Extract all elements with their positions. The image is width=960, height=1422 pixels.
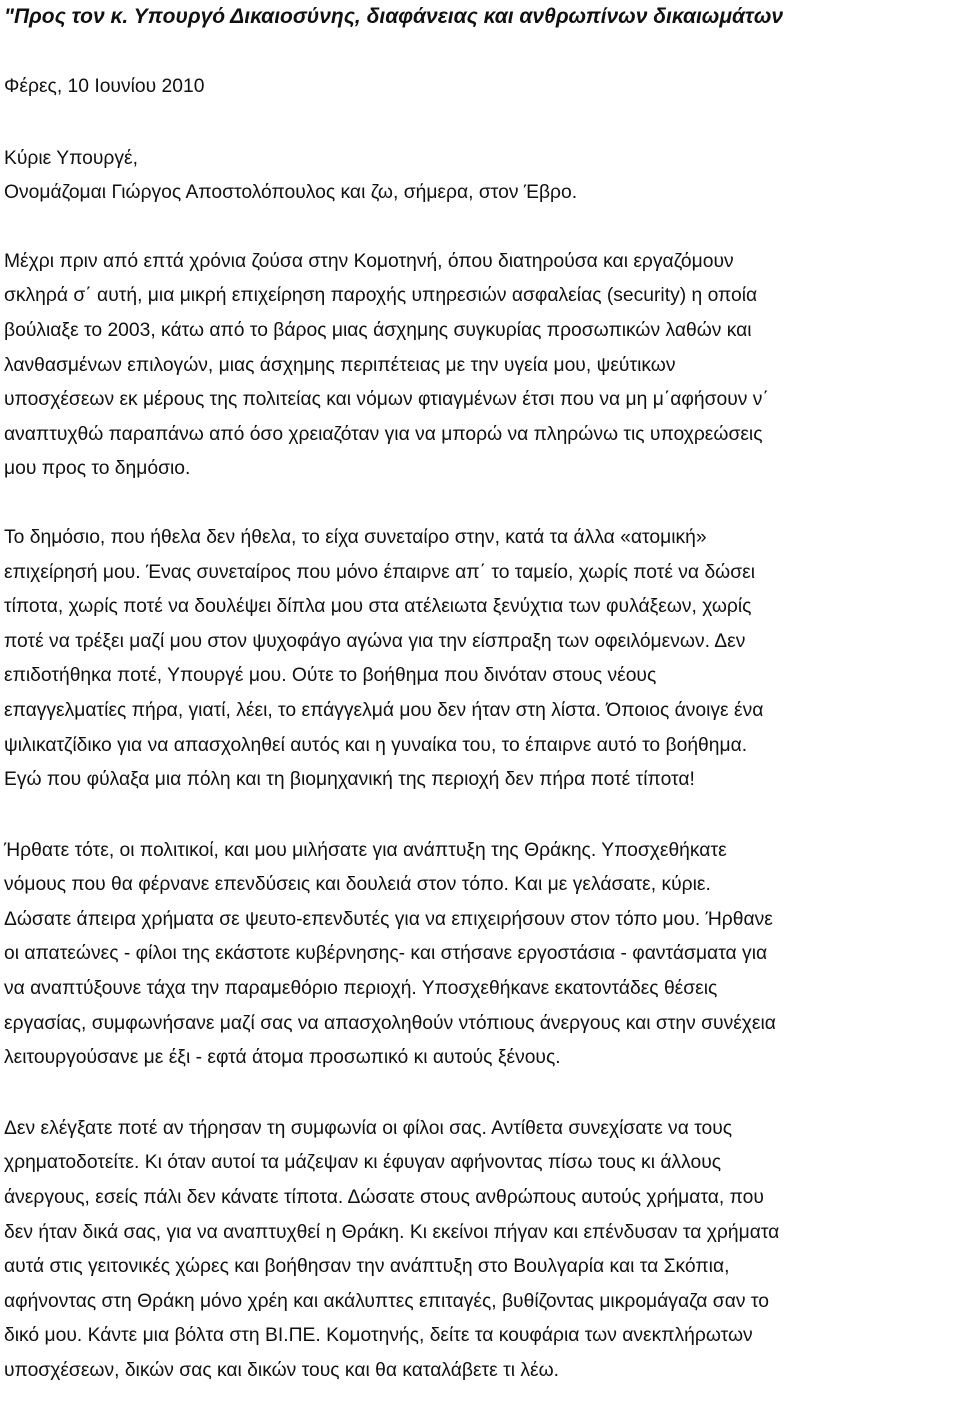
text-line: άνεργους, εσείς πάλι δεν κάνατε τίποτα. Δώσατε στους ανθρώπους αυτούς χρήματα, που [4,1187,764,1209]
intro-line: Ονομάζομαι Γιώργος Αποστολόπουλος και ζω, σήμερα, στον Έβρο. [4,182,578,204]
text-line: μου προς το δημόσιο. [4,458,191,480]
paragraph-2 [4,521,956,798]
text-line: αφήνοντας στη Θράκη μόνο χρέη και ακάλυπτες επιταγές, βυθίζοντας μικρομάγαζα σαν το [4,1290,769,1312]
date-line: Φέρες, 10 Ιουνίου 2010 [4,76,205,97]
text-line: εργασίας, συμφωνήσανε μαζί σας να απασχοληθούν ντόπιους άνεργους και στην συνέχεια [4,1012,776,1034]
text-line: σκληρά σ΄ αυτή, μια μικρή επιχείρηση παροχής υπηρεσιών ασφαλείας (security) η οποία [4,285,758,307]
text-line: λανθασμένων επιλογών, μιας άσχημης περιπέτειας με την υγεία μου, ψεύτικων [4,354,676,376]
paragraph-3 [4,834,956,1076]
text-line: νόμους που θα φέρνανε επενδύσεις και δουλειά στον τόπο. Και με γελάσατε, κύριε. [4,874,711,896]
text-line: επιχείρησή μου. Ένας συνεταίρος που μόνο έπαιρνε απ΄ το ταμείο, χωρίς ποτέ να δώσει [4,561,756,583]
greeting-block [4,142,956,211]
text-line: Δώσατε άπειρα χρήματα σε ψευτο-επενδυτές για να επιχειρήσουν στον τόπο μου. Ήρθανε [4,908,773,930]
text-line: χρηματοδοτείτε. Κι όταν αυτοί τα μάζεψαν κι έφυγαν αφήνοντας πίσω τους κι άλλους [4,1152,722,1174]
text-line: Δεν ελέγξατε ποτέ αν τήρησαν τη συμφωνία οι φίλοι σας. Αντίθετα συνεχίσατε να τους [4,1117,733,1139]
text-line: επιδοτήθηκα ποτέ, Υπουργέ μου. Ούτε το βοήθημα που δινόταν στους νέους [4,665,657,687]
text-line: Εγώ που φύλαξα μια πόλη και τη βιομηχανική της περιοχή δεν πήρα ποτέ τίποτα! [4,769,695,791]
text-line: λειτουργούσανε με έξι - εφτά άτομα προσωπικό κι αυτούς ξένους. [4,1047,561,1069]
text-line: Ήρθατε τότε, οι πολιτικοί, και μου μιλήσατε για ανάπτυξη της Θράκης. Υποσχεθήκατε [4,839,727,861]
text-line: δεν ήταν δικά σας, για να αναπτυχθεί η Θράκη. Κι εκείνοι πήγαν και επένδυσαν τα χρήματα [4,1221,780,1243]
letter-page [4,0,956,1389]
salutation-line: Κύριε Υπουργέ, [4,147,138,169]
text-line: υποσχέσεων, δικών σας και δικών τους και θα καταλάβετε τι λέω. [4,1360,560,1381]
text-line: οι απατεώνες - φίλοι της εκάστοτε κυβέρνησης- και στήσανε εργοστάσια - φαντάσματα για [4,943,768,965]
text-line: αυτά στις γειτονικές χώρες και βοήθησαν την ανάπτυξη στο Βουλγαρία και τα Σκόπια, [4,1256,730,1278]
text-line: δικό μου. Κάντε μια βόλτα στη ΒΙ.ΠΕ. Κομοτηνής, δείτε τα κουφάρια των ανεκπλήρωτων [4,1325,753,1347]
text-line: Το δημόσιο, που ήθελα δεν ήθελα, το είχα συνεταίρο στην, κατά τα άλλα «ατομική» [4,526,707,548]
text-line: Μέχρι πριν από επτά χρόνια ζούσα στην Κομοτηνή, όπου διατηρούσα και εργαζόμουν [4,250,734,272]
text-line: υποσχέσεων εκ μέρους της πολιτείας και νόμων φτιαγμένων έτσι που να μη μ΄αφήσουν ν΄ [4,389,769,411]
text-line: βούλιαξε το 2003, κάτω από το βάρος μιας άσχημης συγκυρίας προσωπικών λαθών και [4,319,752,341]
text-line: αναπτυχθώ παραπάνω από όσο χρειαζόταν για να μπορώ να πληρώνω τις υποχρεώσεις [4,423,763,445]
text-line: τίποτα, χωρίς ποτέ να δουλέψει δίπλα μου στα ατέλειωτα ξενύχτια των φυλάξεων, χωρίς [4,596,752,618]
paragraph-4 [4,1112,956,1389]
text-line: ψιλικατζίδικο για να απασχοληθεί αυτός και η γυναίκα του, το έπαιρνε αυτό το βοήθημα. [4,734,748,756]
text-line: επαγγελματίες πήρα, γιατί, λέει, το επάγγελμά μου δεν ήταν στη λίστα. Όποιος άνοιγε ένα [4,699,764,721]
paragraph-1 [4,245,956,487]
text-line: ποτέ να τρέξει μαζί μου στον ψυχοφάγο αγώνα για την είσπραξη των οφειλόμενων. Δεν [4,630,746,652]
text-line: να αναπτύξουνε τάχα την παραμεθόριο περιοχή. Υποσχεθήκανε εκατοντάδες θέσεις [4,978,718,1000]
letter-heading: "Προς τον κ. Υπουργό Δικαιοσύνης, διαφάνειας και ανθρωπίνων δικαιωμάτων [4,5,784,28]
